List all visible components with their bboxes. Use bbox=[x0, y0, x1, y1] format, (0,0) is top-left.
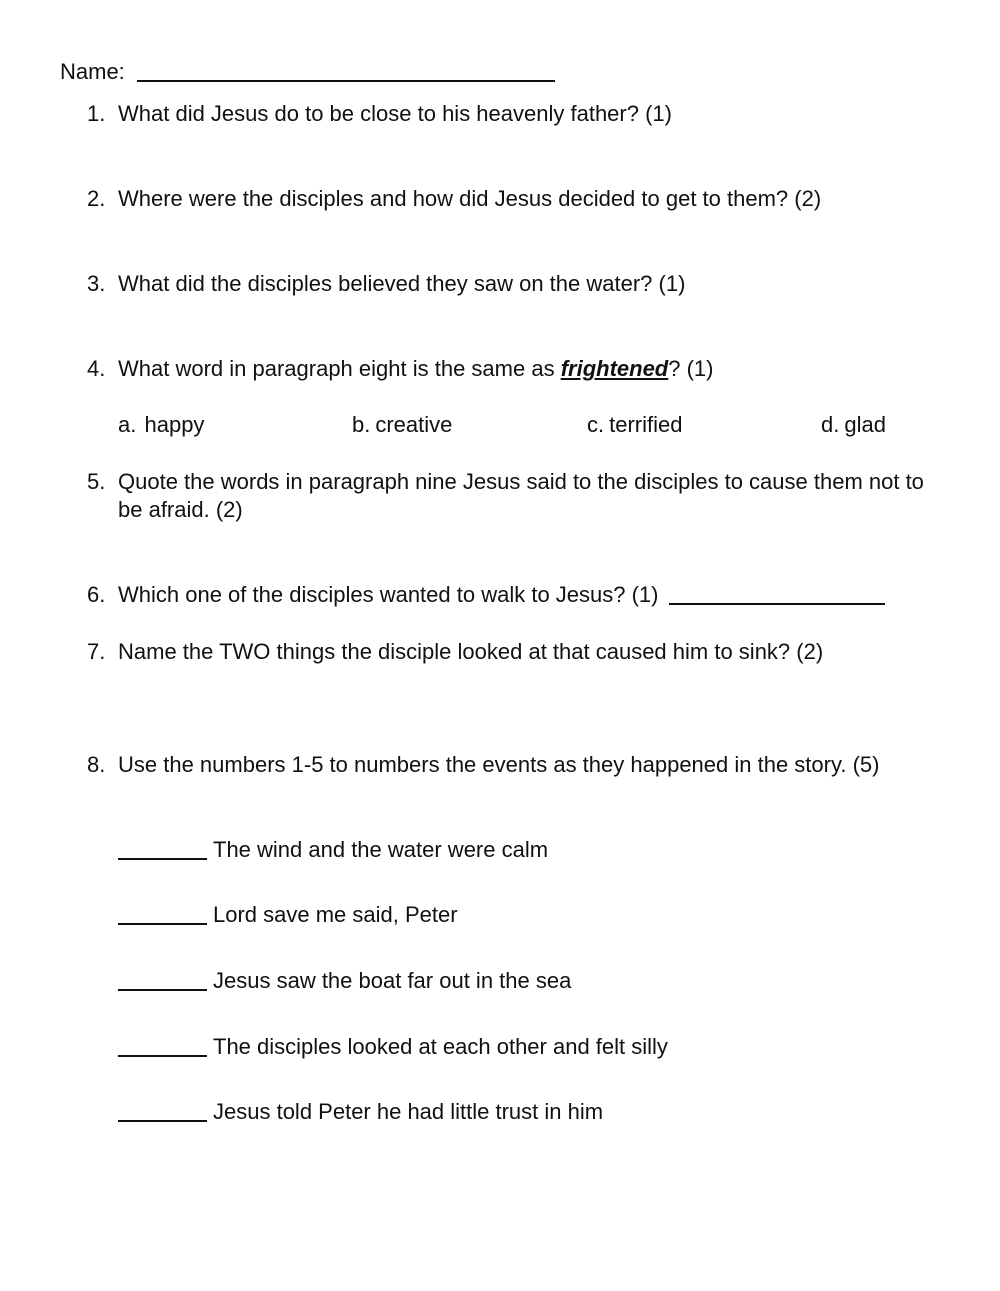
choice-b-letter: b. bbox=[352, 412, 371, 437]
question-1-text: What did Jesus do to be close to his heavenly father? (1) bbox=[118, 101, 672, 126]
event-answer-line[interactable] bbox=[118, 1053, 207, 1057]
choice-a-text: happy bbox=[144, 412, 205, 437]
event-text: Jesus told Peter he had little trust in him bbox=[213, 1099, 604, 1124]
choice-a[interactable] bbox=[118, 411, 204, 439]
question-2-text: Where were the disciples and how did Jesus decided to get to them? (2) bbox=[118, 186, 822, 211]
choice-b-text: creative bbox=[375, 412, 453, 437]
choice-d[interactable] bbox=[821, 411, 886, 439]
question-6-row bbox=[118, 581, 885, 609]
choice-d-letter: d. bbox=[821, 412, 840, 437]
event-text: Lord save me said, Peter bbox=[213, 902, 458, 927]
event-answer-line[interactable] bbox=[118, 921, 207, 925]
choice-a-letter: a. bbox=[118, 412, 137, 437]
event-item bbox=[118, 1033, 668, 1061]
question-6-answer-line[interactable] bbox=[669, 601, 885, 605]
question-4-keyword: frightened bbox=[560, 356, 669, 381]
question-5-text: Quote the words in paragraph nine Jesus said to the disciples to cause them not to be afraid. (2) bbox=[118, 469, 924, 522]
name-label: Name: bbox=[60, 59, 125, 84]
question-2-number: 2. bbox=[87, 186, 106, 211]
choice-c-letter: c. bbox=[587, 412, 605, 437]
question-5-number: 5. bbox=[87, 469, 106, 494]
question-4-text-before: What word in paragraph eight is the same as bbox=[118, 356, 561, 381]
choice-c[interactable] bbox=[587, 411, 682, 439]
question-6-text: Which one of the disciples wanted to walk to Jesus? (1) bbox=[118, 582, 659, 607]
question-7-text: Name the TWO things the disciple looked at that caused him to sink? (2) bbox=[118, 639, 824, 664]
event-text: The wind and the water were calm bbox=[213, 837, 549, 862]
event-item bbox=[118, 967, 571, 995]
question-6-number: 6. bbox=[87, 582, 106, 607]
choice-c-text: terrified bbox=[609, 412, 683, 437]
question-4-text-after: ? (1) bbox=[668, 356, 714, 381]
event-text: Jesus saw the boat far out in the sea bbox=[213, 968, 572, 993]
event-answer-line[interactable] bbox=[118, 987, 207, 991]
question-7-number: 7. bbox=[87, 639, 106, 664]
event-item bbox=[118, 901, 458, 929]
event-text: The disciples looked at each other and felt silly bbox=[213, 1034, 668, 1059]
event-item bbox=[118, 1098, 603, 1126]
name-field-row bbox=[60, 58, 555, 86]
question-3-number: 3. bbox=[87, 271, 106, 296]
question-3-text: What did the disciples believed they saw on the water? (1) bbox=[118, 271, 686, 296]
choice-d-text: glad bbox=[844, 412, 886, 437]
question-1-number: 1. bbox=[87, 101, 106, 126]
question-8-text: Use the numbers 1-5 to numbers the events as they happened in the story. (5) bbox=[118, 752, 880, 777]
question-4-text bbox=[118, 355, 714, 383]
event-answer-line[interactable] bbox=[118, 856, 207, 860]
event-answer-line[interactable] bbox=[118, 1118, 207, 1122]
question-8-number: 8. bbox=[87, 752, 106, 777]
event-item bbox=[118, 836, 548, 864]
name-input-line[interactable] bbox=[137, 78, 555, 82]
question-4-number: 4. bbox=[87, 356, 106, 381]
choice-b[interactable] bbox=[352, 411, 452, 439]
